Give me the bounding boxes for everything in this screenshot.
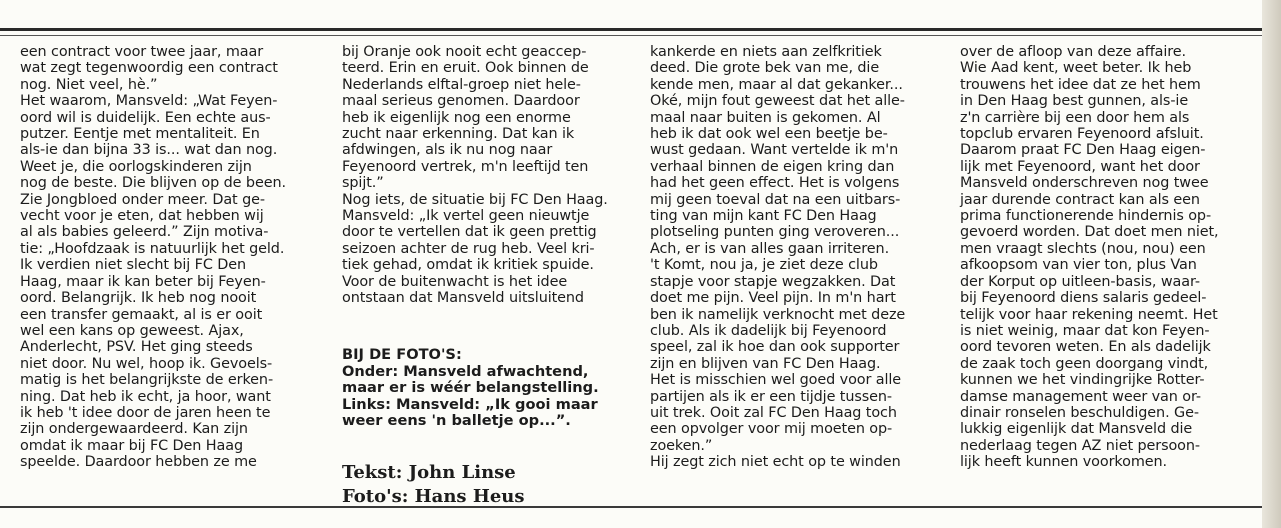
text-line: wat zegt tegenwoordig een contract xyxy=(20,60,278,77)
text-line: Nederlands elftal-groep niet hele- xyxy=(342,76,581,93)
text-line: oord. Belangrijk. Ik heb nog nooit xyxy=(20,290,257,307)
text-line: oord wil is duidelijk. Een echte aus- xyxy=(20,109,271,126)
top-rule xyxy=(0,28,1281,31)
text-line: bij Feyenoord diens salaris gedeel- xyxy=(960,290,1207,307)
text-line: niet door. Nu wel, hoop ik. Gevoels- xyxy=(20,355,273,372)
text-column-2 xyxy=(342,44,632,307)
text-line: deed. Die grote bek van me, die xyxy=(650,60,880,77)
text-line: over de afloop van deze affaire. xyxy=(960,44,1187,60)
text-line: matig is het belangrijkste de erken- xyxy=(20,372,274,389)
text-line: Anderlecht, PSV. Het ging steeds xyxy=(20,339,253,356)
text-line: ik heb 't idee door de jaren heen te xyxy=(20,404,271,421)
text-line: seizoen achter de rug heb. Veel kri- xyxy=(342,240,595,257)
text-line: Nog iets, de situatie bij FC Den Haag. xyxy=(342,191,608,208)
caption-line: weer eens 'n balletje op...”. xyxy=(342,412,571,430)
text-line: afkoopsom van vier ton, plus Van xyxy=(960,257,1197,274)
text-line: nog de beste. Die blijven op de been. xyxy=(20,175,286,192)
text-line: topclub ervaren Feyenoord afsluit. xyxy=(960,126,1204,143)
caption-heading: BIJ DE FOTO'S: xyxy=(342,346,462,363)
page-edge xyxy=(1262,0,1281,528)
text-line: lijk met Feyenoord, want het door xyxy=(960,158,1200,175)
text-line: kankerde en niets aan zelfkritiek xyxy=(650,44,882,60)
text-line: plotseling punten ging veroveren... xyxy=(650,224,900,241)
text-line: omdat ik maar bij FC Den Haag xyxy=(20,437,243,454)
text-line: al als babies geleerd.” Zijn motiva- xyxy=(20,224,269,241)
text-line: telijk voor haar rekening neemt. Het xyxy=(960,306,1218,323)
text-line: putzer. Eentje met mentaliteit. En xyxy=(20,126,260,143)
text-line: ontstaan dat Mansveld uitsluitend xyxy=(342,290,584,307)
text-line: teerd. Erin en eruit. Ook binnen de xyxy=(342,60,589,77)
text-line: zucht naar erkenning. Dat kan ik xyxy=(342,126,575,143)
credit-text: Tekst: John Linse xyxy=(342,462,516,483)
text-line: z'n carrière bij een door hem als xyxy=(960,109,1190,126)
text-column-1 xyxy=(20,44,320,471)
text-line: maal naar buiten is gekomen. Al xyxy=(650,109,881,126)
text-line: kende men, maar al dat gekanker... xyxy=(650,76,903,93)
text-line: Hij zegt zich niet echt op te winden xyxy=(650,454,901,471)
text-line: een contract voor twee jaar, maar xyxy=(20,44,264,60)
text-line: oord tevoren weten. En als dadelijk xyxy=(960,339,1211,356)
caption-line: Onder: Mansveld afwachtend, xyxy=(342,362,589,380)
text-line: in Den Haag best gunnen, als-ie xyxy=(960,93,1189,110)
text-line: uit trek. Ooit zal FC Den Haag toch xyxy=(650,404,897,421)
text-line: bij Oranje ook nooit echt geaccep- xyxy=(342,44,587,60)
bottom-rule xyxy=(0,506,1281,508)
top-thin-rule xyxy=(0,35,1281,36)
text-line: wel een kans op geweest. Ajax, xyxy=(20,322,244,339)
text-line: mij geen toeval dat na een uitbars- xyxy=(650,191,901,208)
text-line: kunnen we het vindingrijke Rotter- xyxy=(960,372,1205,389)
text-line: zijn en blijven van FC Den Haag. xyxy=(650,355,881,372)
text-line: een opvolger voor mij moeten op- xyxy=(650,421,893,438)
caption-line: maar er is wéér belangstelling. xyxy=(342,379,599,397)
credits xyxy=(342,461,525,509)
text-line: lukkig eigenlijk dat Mansveld die xyxy=(960,421,1193,438)
text-line: spijt.” xyxy=(342,175,384,192)
text-line: Oké, mijn fout geweest dat het alle- xyxy=(650,93,905,110)
text-line: ben ik namelijk verknocht met deze xyxy=(650,306,906,323)
text-line: der Korput op uitleen-basis, waar- xyxy=(960,273,1200,290)
text-line: dinair ronselen beschuldigen. Ge- xyxy=(960,404,1199,421)
photo-caption xyxy=(342,347,642,430)
credit-photos: Foto's: Hans Heus xyxy=(342,486,525,507)
text-line: een transfer gemaakt, al is er ooit xyxy=(20,306,263,323)
text-line: ting van mijn kant FC Den Haag xyxy=(650,208,877,225)
text-line: trouwens het idee dat ze het hem xyxy=(960,76,1201,93)
text-line: vecht voor je eten, dat hebben wij xyxy=(20,208,264,225)
text-line: Mansveld onderschreven nog twee xyxy=(960,175,1209,192)
text-line: lijk heeft kunnen voorkomen. xyxy=(960,454,1167,471)
text-line: Ik verdien niet slecht bij FC Den xyxy=(20,257,247,274)
text-line: wust gedaan. Want vertelde ik m'n xyxy=(650,142,899,159)
text-line: tiek gehad, omdat ik kritiek spuide. xyxy=(342,257,594,274)
text-line: Mansveld: „Ik vertel geen nieuwtje xyxy=(342,208,590,225)
text-line: damse management weer van or- xyxy=(960,388,1201,405)
text-line: zoeken.” xyxy=(650,437,713,454)
text-line: Haag, maar ik kan beter bij Feyen- xyxy=(20,273,266,290)
text-line: Het is misschien wel goed voor alle xyxy=(650,372,902,389)
text-line: heb ik dat ook wel een beetje be- xyxy=(650,126,888,143)
text-line: Wie Aad kent, weet beter. Ik heb xyxy=(960,60,1192,77)
text-line: Zie Jongbloed onder meer. Dat ge- xyxy=(20,191,265,208)
text-line: club. Als ik dadelijk bij Feyenoord xyxy=(650,322,887,339)
text-line: Ach, er is van alles gaan irriteren. xyxy=(650,240,890,257)
caption-line: Links: Mansveld: „Ik gooi maar xyxy=(342,395,598,413)
text-line: Daarom praat FC Den Haag eigen- xyxy=(960,142,1206,159)
text-line: ning. Dat heb ik echt, ja hoor, want xyxy=(20,388,271,405)
text-line: afdwingen, als ik nu nog naar xyxy=(342,142,553,159)
text-line: door te vertellen dat ik geen prettig xyxy=(342,224,597,241)
text-line: is niet weinig, maar dat kon Feyen- xyxy=(960,322,1210,339)
text-line: zijn ondergewaardeerd. Kan zijn xyxy=(20,421,248,438)
text-line: doet me pijn. Veel pijn. In m'n hart xyxy=(650,290,896,307)
text-line: heb ik eigenlijk nog een enorme xyxy=(342,109,571,126)
text-line: verhaal binnen de eigen kring dan xyxy=(650,158,895,175)
text-line: gevoerd worden. Dat doet men niet, xyxy=(960,224,1219,241)
text-line: de zaak toch geen doorgang vindt, xyxy=(960,355,1209,372)
text-line: Weet je, die oorlogskinderen zijn xyxy=(20,158,252,175)
text-column-3 xyxy=(650,44,950,471)
text-line: Het waarom, Mansveld: „Wat Feyen- xyxy=(20,93,278,110)
text-line: als-ie dan bijna 33 is... wat dan nog. xyxy=(20,142,278,159)
text-line: jaar durende contract kan als een xyxy=(960,191,1200,208)
text-line: nog. Niet veel, hè.” xyxy=(20,76,158,93)
text-line: 't Komt, nou ja, je ziet deze club xyxy=(650,257,878,274)
text-line: tie: „Hoofdzaak is natuurlijk het geld. xyxy=(20,240,285,257)
text-line: Voor de buitenwacht is het idee xyxy=(342,273,568,290)
text-line: nederlaag tegen AZ niet persoon- xyxy=(960,437,1200,454)
text-line: Feyenoord vertrek, m'n leeftijd ten xyxy=(342,158,589,175)
text-line: speel, zal ik hoe dan ook supporter xyxy=(650,339,900,356)
text-line: partijen als ik er een tijdje tussen- xyxy=(650,388,893,405)
text-line: prima functionerende hindernis op- xyxy=(960,208,1212,225)
text-column-4 xyxy=(960,44,1250,471)
text-line: men vraagt slechts (nou, nou) een xyxy=(960,240,1206,257)
text-line: had het geen effect. Het is volgens xyxy=(650,175,900,192)
text-line: speelde. Daardoor hebben ze me xyxy=(20,454,257,471)
text-line: stapje voor stapje wegzakken. Dat xyxy=(650,273,896,290)
text-line: maal serieus genomen. Daardoor xyxy=(342,93,580,110)
